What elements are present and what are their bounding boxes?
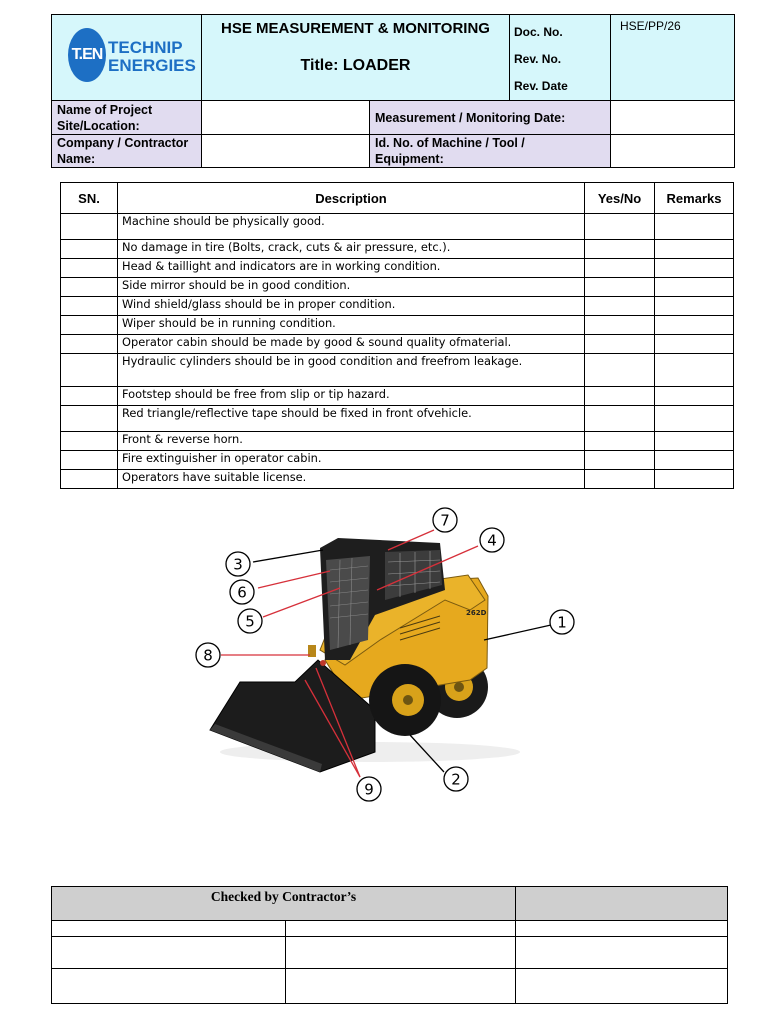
sn-cell (61, 297, 118, 316)
callout-6 (230, 580, 254, 604)
description-cell: Operators have suitable license. (118, 470, 585, 489)
document-header-table (51, 14, 735, 168)
project-site-field[interactable] (202, 101, 370, 135)
description-cell: Head & taillight and indicators are in working condition. (118, 259, 585, 278)
yesno-cell[interactable] (585, 406, 655, 432)
table-row (61, 335, 734, 354)
table-row (61, 470, 734, 489)
project-label-line-2: Site/Location: (57, 118, 140, 133)
callout-3 (226, 552, 250, 576)
sn-cell (61, 406, 118, 432)
sn-cell (61, 240, 118, 259)
svg-text:4: 4 (487, 531, 497, 550)
table-row (61, 259, 734, 278)
project-site-label (52, 101, 202, 135)
svg-text:8: 8 (203, 646, 213, 665)
table-row (61, 451, 734, 470)
machine-id-label-line-2: Equipment: (375, 152, 444, 166)
yesno-cell[interactable] (585, 354, 655, 387)
remarks-cell[interactable] (655, 297, 734, 316)
svg-text:5: 5 (245, 612, 255, 631)
signoff-table (51, 886, 728, 1004)
monitoring-date-label: Measurement / Monitoring Date: (370, 101, 611, 135)
logo-wordmark (108, 39, 196, 75)
signoff-cell[interactable] (52, 921, 286, 937)
signoff-header-blank (516, 887, 728, 921)
signoff-cell[interactable] (286, 937, 516, 969)
remarks-cell[interactable] (655, 259, 734, 278)
logo-line-1: TECHNIP (108, 38, 183, 57)
remarks-cell[interactable] (655, 240, 734, 259)
yesno-cell[interactable] (585, 335, 655, 354)
description-cell: Operator cabin should be made by good & sound quality ofmaterial. (118, 335, 585, 354)
doc-meta-labels (510, 15, 611, 101)
sn-cell (61, 432, 118, 451)
signoff-cell[interactable] (52, 937, 286, 969)
title-cell (202, 15, 510, 101)
document-subtitle: Title: LOADER (300, 57, 411, 74)
description-header: Description (118, 183, 585, 214)
remarks-cell[interactable] (655, 354, 734, 387)
remarks-cell[interactable] (655, 432, 734, 451)
doc-meta-values (611, 15, 735, 101)
inspection-checklist-table (60, 182, 734, 489)
sn-cell (61, 354, 118, 387)
project-label-line-1: Name of Project (57, 102, 153, 117)
sn-cell (61, 214, 118, 240)
yesno-cell[interactable] (585, 278, 655, 297)
svg-text:7: 7 (440, 511, 450, 530)
table-row (61, 432, 734, 451)
machine-id-field[interactable] (611, 135, 735, 168)
monitoring-date-field[interactable] (611, 101, 735, 135)
svg-text:1: 1 (557, 613, 567, 632)
signoff-cell[interactable] (286, 921, 516, 937)
document-title: HSE MEASUREMENT & MONITORING (221, 20, 490, 37)
rev-date-label: Rev. Date (514, 79, 568, 93)
remarks-cell[interactable] (655, 214, 734, 240)
company-contractor-field[interactable] (202, 135, 370, 168)
description-cell: Wind shield/glass should be in proper condition. (118, 297, 585, 316)
yesno-header: Yes/No (585, 183, 655, 214)
svg-text:6: 6 (237, 583, 247, 602)
sn-header: SN. (61, 183, 118, 214)
callout-4 (480, 528, 504, 552)
yesno-cell[interactable] (585, 316, 655, 335)
callout-5 (238, 609, 262, 633)
model-badge: 262D (466, 609, 487, 617)
remarks-cell[interactable] (655, 451, 734, 470)
yesno-cell[interactable] (585, 470, 655, 489)
remarks-cell[interactable] (655, 406, 734, 432)
doc-no-label: Doc. No. (514, 25, 563, 39)
logo-mark: T.EN (68, 28, 106, 82)
yesno-cell[interactable] (585, 297, 655, 316)
signoff-cell[interactable] (52, 969, 286, 1004)
yesno-cell[interactable] (585, 387, 655, 406)
company-label-line-2: Name: (57, 152, 96, 166)
sn-cell (61, 387, 118, 406)
table-row (61, 214, 734, 240)
company-label-line-1: Company / Contractor (57, 136, 189, 150)
table-row (61, 240, 734, 259)
remarks-cell[interactable] (655, 335, 734, 354)
sn-cell (61, 470, 118, 489)
table-row (61, 278, 734, 297)
machine-id-label-line-1: Id. No. of Machine / Tool / (375, 136, 525, 150)
sn-cell (61, 335, 118, 354)
description-cell: Hydraulic cylinders should be in good condition and freefrom leakage. (118, 354, 585, 387)
yesno-cell[interactable] (585, 214, 655, 240)
signoff-cell[interactable] (516, 921, 728, 937)
svg-text:9: 9 (364, 780, 374, 799)
company-contractor-label (52, 135, 202, 168)
front-light (320, 660, 326, 666)
checked-by-contractor-header: Checked by Contractor’s (52, 887, 516, 921)
callout-8 (196, 643, 220, 667)
callout-9 (357, 777, 381, 801)
yesno-cell[interactable] (585, 432, 655, 451)
description-cell: No damage in tire (Bolts, crack, cuts & air pressure, etc.). (118, 240, 585, 259)
remarks-cell[interactable] (655, 278, 734, 297)
remarks-cell[interactable] (655, 316, 734, 335)
remarks-header: Remarks (655, 183, 734, 214)
doc-no-value: HSE/PP/26 (620, 19, 681, 33)
logo-line-2: ENERGIES (108, 56, 196, 75)
remarks-cell[interactable] (655, 387, 734, 406)
sn-cell (61, 451, 118, 470)
callout-1 (550, 610, 574, 634)
cab-door (326, 556, 370, 650)
front-wheel (369, 664, 441, 736)
sn-cell (61, 316, 118, 335)
table-row (61, 297, 734, 316)
callout-7 (433, 508, 457, 532)
callout-2 (444, 767, 468, 791)
description-cell: Machine should be physically good. (118, 214, 585, 240)
rev-no-label: Rev. No. (514, 52, 562, 66)
sn-cell (61, 278, 118, 297)
svg-text:2: 2 (451, 770, 461, 789)
svg-text:3: 3 (233, 555, 243, 574)
sn-cell (61, 259, 118, 278)
description-cell: Side mirror should be in good condition. (118, 278, 585, 297)
table-row (61, 406, 734, 432)
description-cell: Wiper should be in running condition. (118, 316, 585, 335)
remarks-cell[interactable] (655, 470, 734, 489)
description-cell: Footstep should be free from slip or tip hazard. (118, 387, 585, 406)
yesno-cell[interactable] (585, 240, 655, 259)
table-row (61, 387, 734, 406)
signoff-cell[interactable] (516, 969, 728, 1004)
table-row (61, 316, 734, 335)
skid-steer-loader-diagram (190, 500, 590, 810)
signoff-cell[interactable] (516, 937, 728, 969)
description-cell: Front & reverse horn. (118, 432, 585, 451)
signoff-cell[interactable] (286, 969, 516, 1004)
description-cell: Fire extinguisher in operator cabin. (118, 451, 585, 470)
yesno-cell[interactable] (585, 259, 655, 278)
company-logo (52, 15, 202, 101)
table-row (61, 354, 734, 387)
description-cell: Red triangle/reflective tape should be fixed in front ofvehicle. (118, 406, 585, 432)
yesno-cell[interactable] (585, 451, 655, 470)
machine-id-label (370, 135, 611, 168)
